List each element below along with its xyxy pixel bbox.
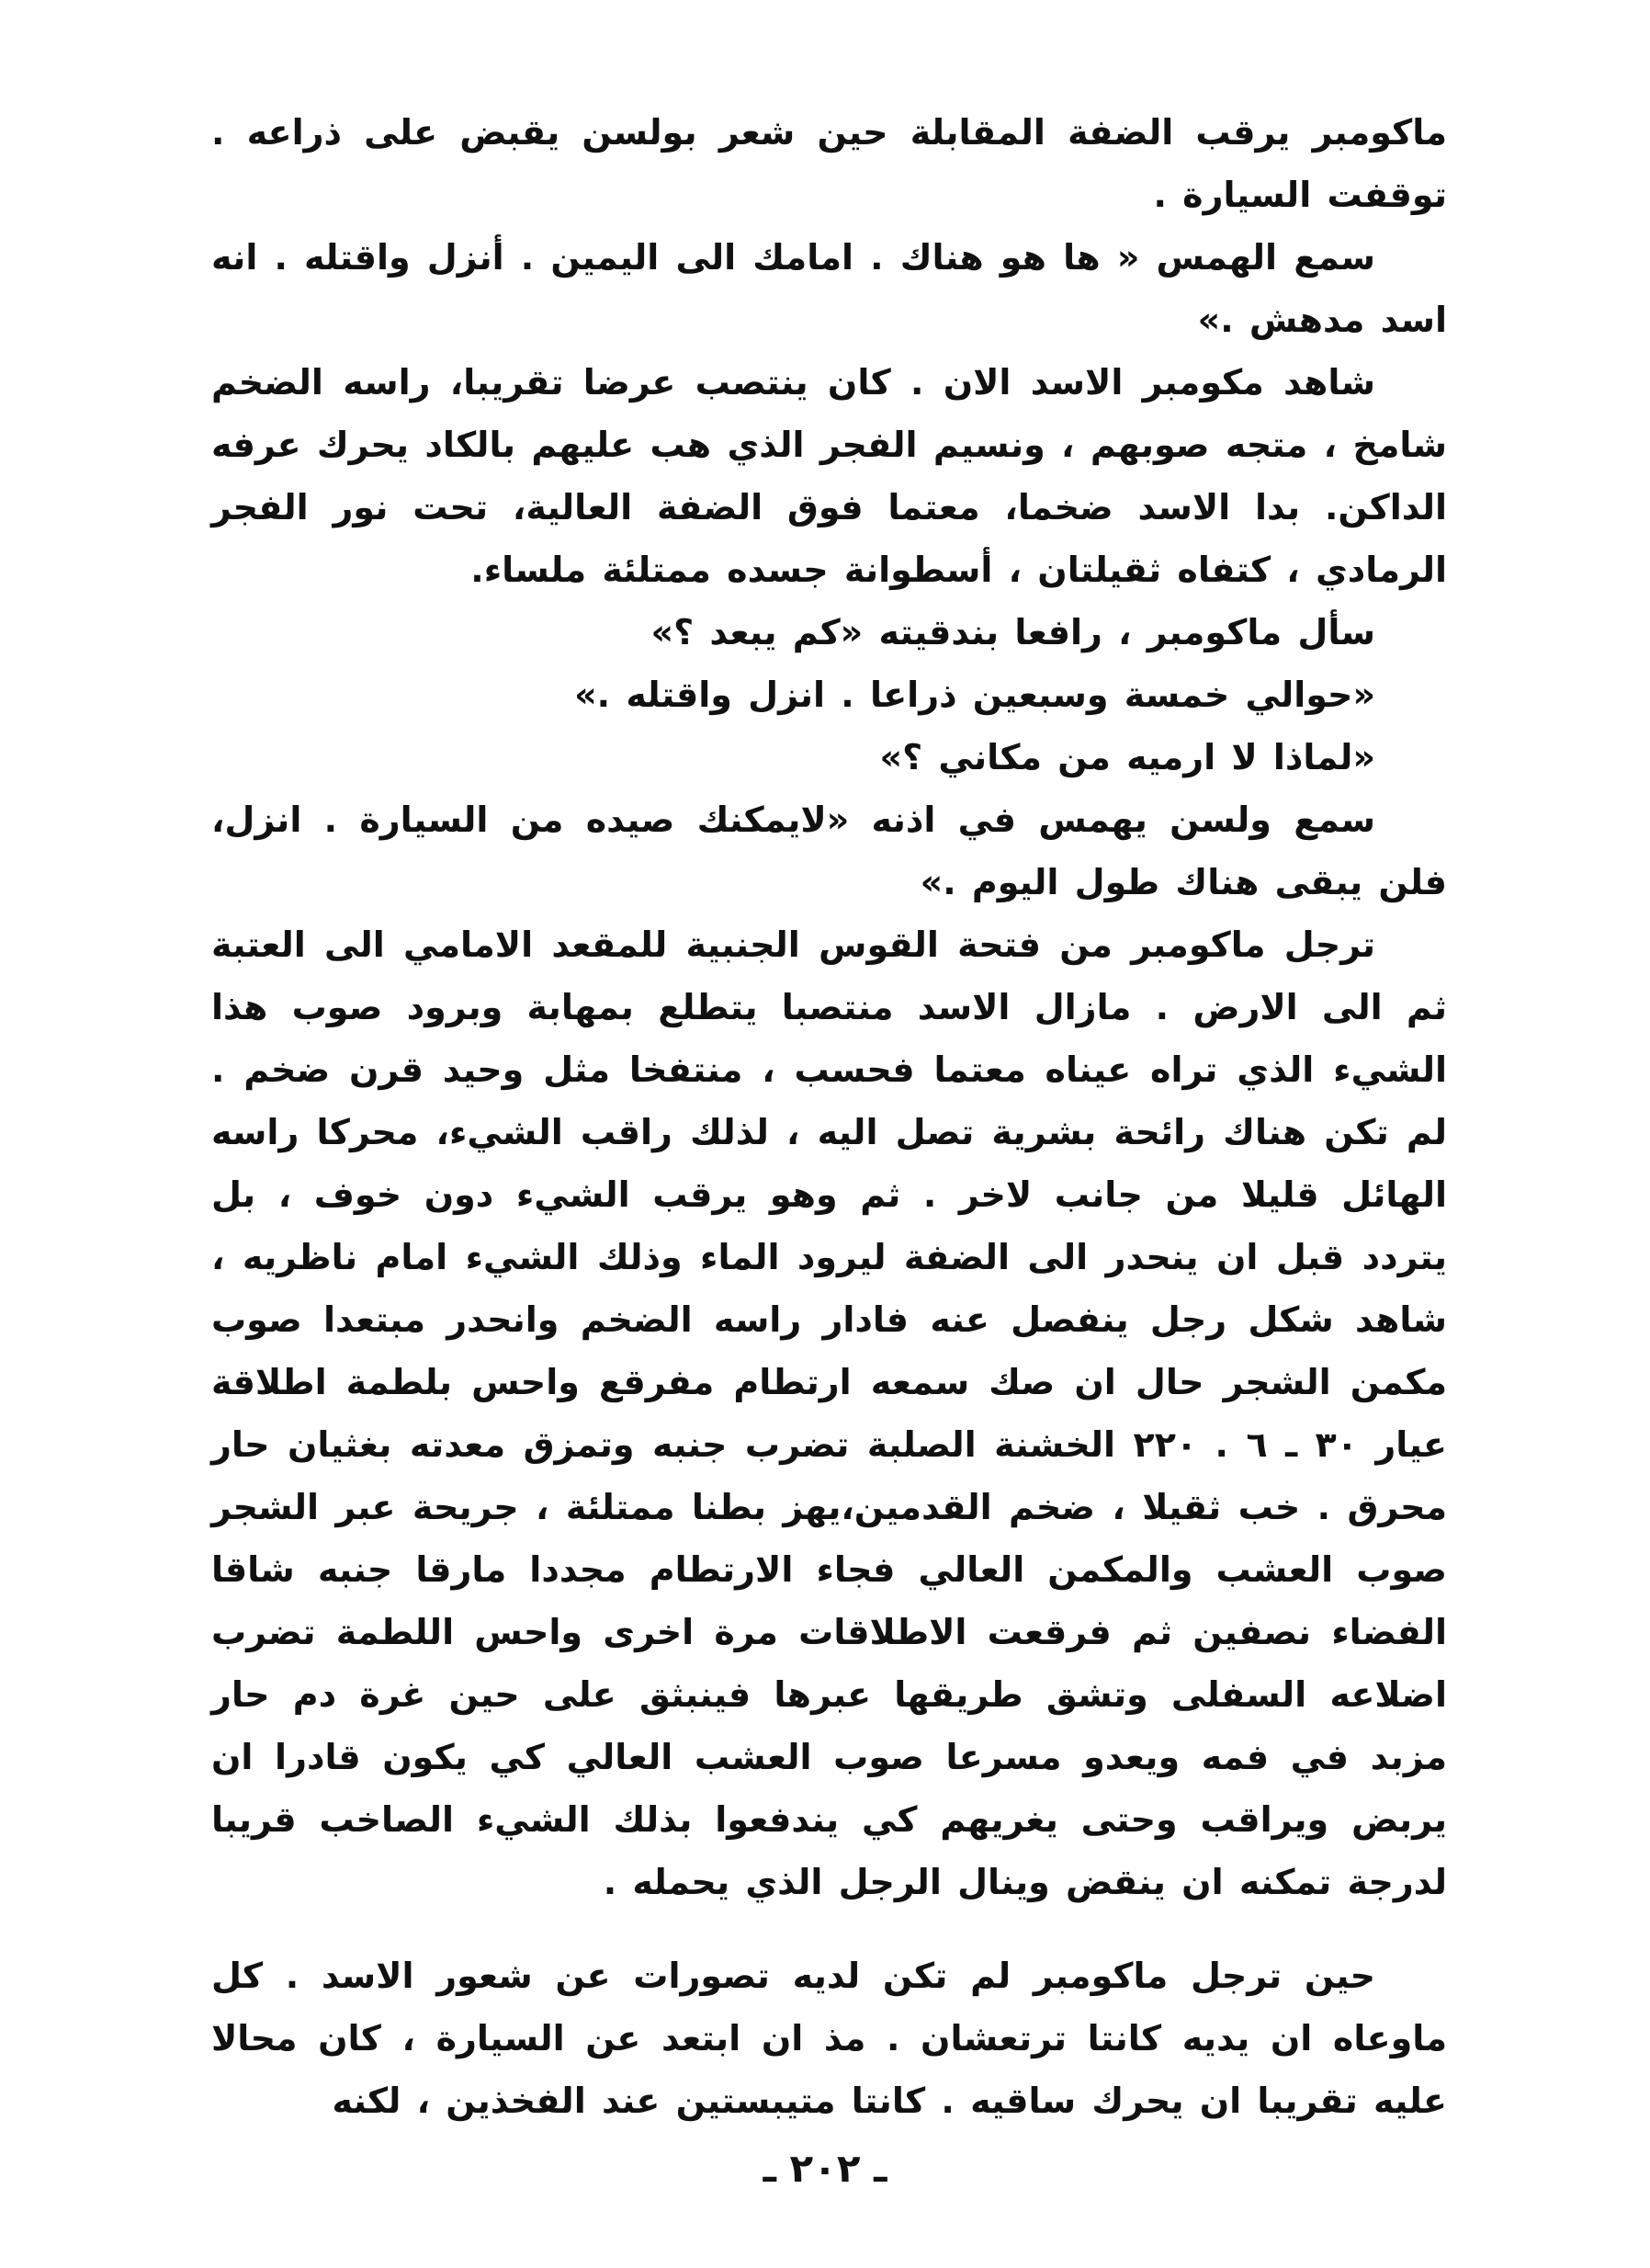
paragraph-2: سمع الهمس « ها هو هناك . امامك الى اليمين . أنزل واقتله . انه اسد مدهش .» bbox=[211, 237, 1447, 340]
paragraph-5: ترجل ماكومبر من فتحة القوس الجنبية للمقعد الامامي الى العتبة ثم الى الارض . مازال الاسد منتصبا يتطلع بمهابة وبرود صوب هذا الشيء الذي تراه عيناه معتما فحسب ، منتفخا مثل وحيد قرن ضخم . لم تكن هناك رائحة بشرية تصل اليه ، لذلك راقب الشيء، محركا راسه الهائل قليلا من جانب لاخر . ثم وهو يرقب الشيء دون خوف ، بل يتردد قبل ان ينحدر الى الضفة ليرود الماء وذلك الشيء امام ناظريه ، شاهد شكل رجل ينفصل عنه فادار راسه الضخم وانحدر مبتعدا صوب مكمن الشجر حال ان صك سمعه ارتطام مفرقع واحس بلطمة اطلاقة عيار ٣٠ ـ ٦ . ٢٢٠ الخشنة الصلبة تضرب جنبه وتمزق معدته بغثيان حار محرق . خب ثقيلا ، ضخم القدمين،يهز بطنا ممتلئة ، جريحة عبر الشجر صوب العشب والمكمن العالي فجاء الارتطام مجددا مارقا جنبه شاقا الفضاء نصفين ثم فرقعت الاطلاقات مرة اخرى واحس اللطمة تضرب اضلاعه السفلى وتشق طريقها عبرها فينبثق على حين غرة دم حار مزبد في فمه ويعدو مسرعا صوب العشب العالي كي يكون قادرا ان يربض ويراقب وحتى يغريهم كي يندفعوا بذلك الشيء الصاخب قريبا لدرجة تمكنه ان ينقض وينال الرجل الذي يحمله . bbox=[211, 924, 1447, 1902]
paragraph-1: ماكومبر يرقب الضفة المقابلة حين شعر بولسن يقبض على ذراعه . توقفت السيارة . bbox=[211, 112, 1447, 215]
dialogue-line-1: سأل ماكومبر ، رافعا بندقيته «كم يبعد ؟» bbox=[650, 612, 1375, 652]
body-text bbox=[211, 101, 1447, 2132]
page-number: ـ ٢٠٢ ـ bbox=[763, 2146, 887, 2191]
paragraph-6: حين ترجل ماكومبر لم تكن لديه تصورات عن شعور الاسد . كل ماوعاه ان يديه كانتا ترتعشان . مذ ان ابتعد عن السيارة ، كان محالا عليه تقريبا ان يحرك ساقيه . كانتا متيبستين عند الفخذين ، لكنه bbox=[211, 1956, 1447, 2121]
dialogue-line-2: «حوالي خمسة وسبعين ذراعا . انزل واقتله .» bbox=[574, 675, 1375, 715]
paragraph-4: سمع ولسن يهمس في اذنه «لايمكنك صيده من السيارة . انزل، فلن يبقى هناك طول اليوم .» bbox=[211, 799, 1447, 902]
dialogue-line-3: «لماذا لا ارميه من مكاني ؟» bbox=[879, 737, 1375, 777]
paragraph-3: شاهد مكومبر الاسد الان . كان ينتصب عرضا تقريبا، راسه الضخم شامخ ، متجه صوبهم ، ونسيم الفجر الذي هب عليهم بالكاد يحرك عرفه الداكن. بدا الاسد ضخما، معتما فوق الضفة العالية، تحت نور الفجر الرمادي ، كتفاه ثقيلتان ، أسطوانة جسده ممتلئة ملساء. bbox=[211, 362, 1447, 590]
